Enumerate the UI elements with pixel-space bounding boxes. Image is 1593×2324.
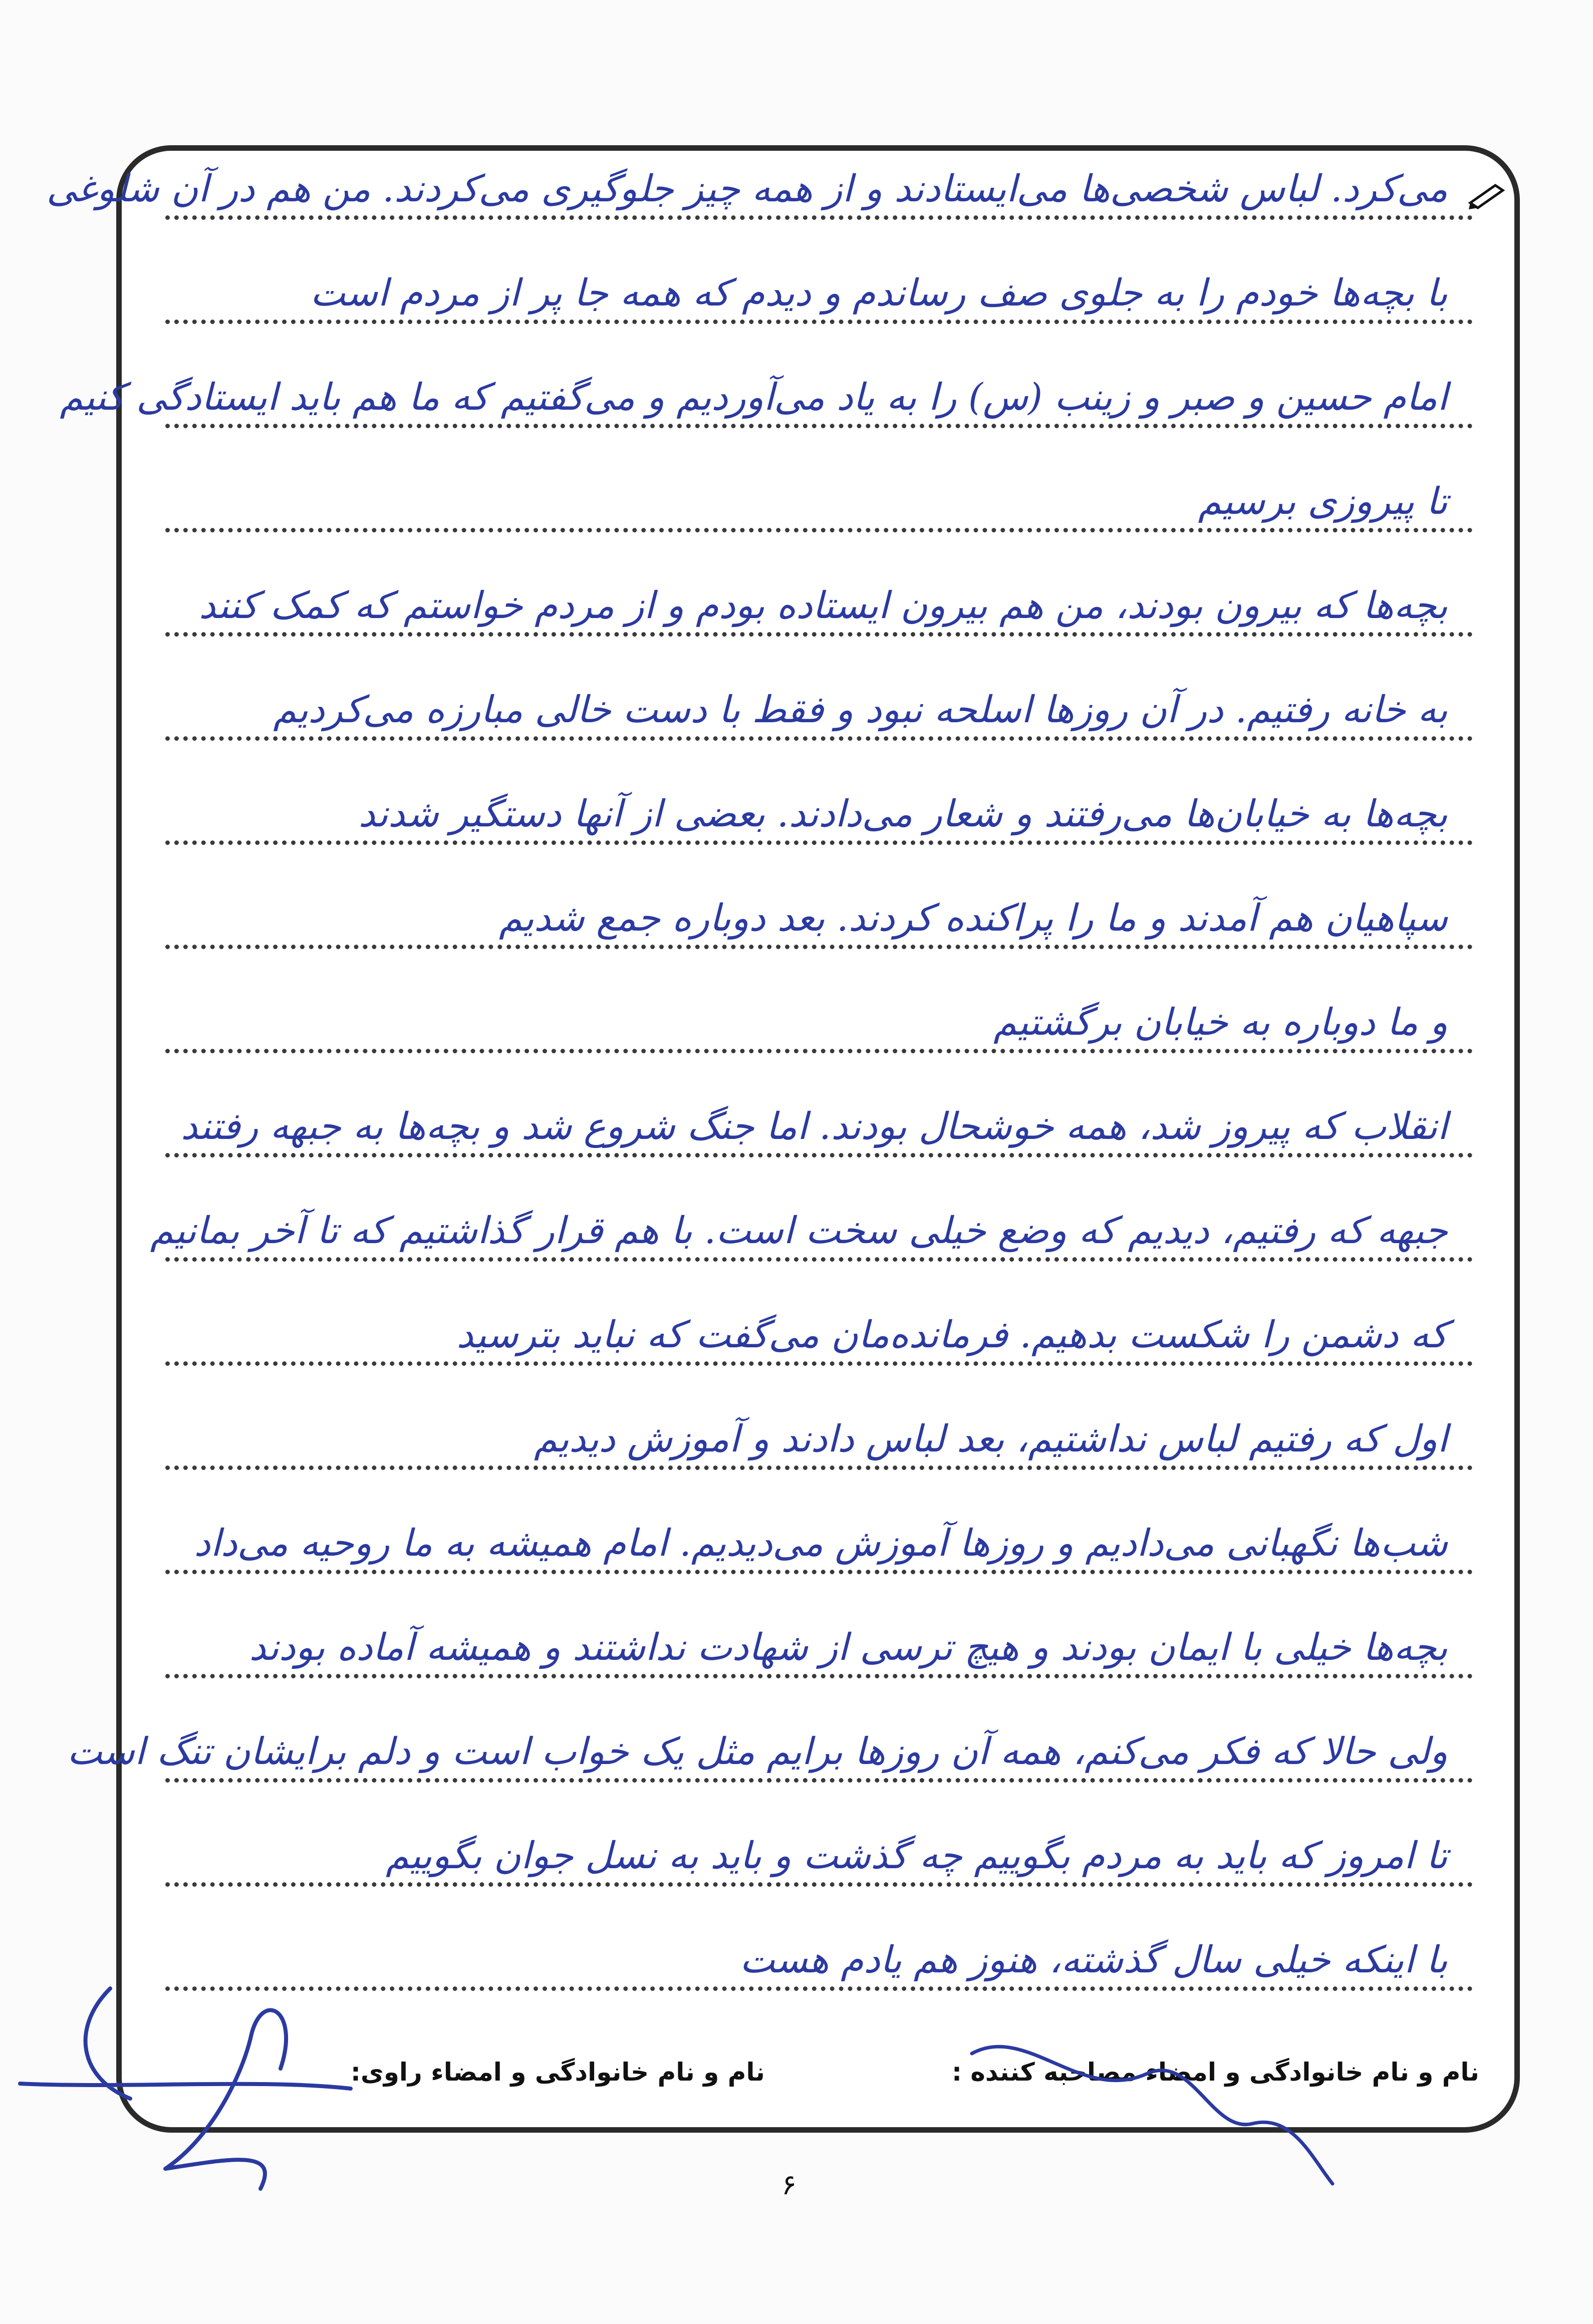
ruled-line — [165, 320, 1473, 324]
page-number: ۶ — [781, 2169, 797, 2201]
ruled-line — [165, 215, 1473, 220]
ruled-line — [165, 1570, 1473, 1574]
ruled-line — [165, 1882, 1473, 1887]
ruled-line — [165, 1778, 1473, 1783]
ruled-line — [165, 1361, 1473, 1366]
narrator-signature — [0, 1928, 451, 2209]
handwritten-line: تا امروز که باید به مردم بگوییم چه گذشت و باید به نسل جوان بگوییم — [386, 1834, 1448, 1877]
handwritten-line: با اینکه خیلی سال گذشته، هنوز هم یادم هست — [739, 1938, 1448, 1981]
handwritten-line: انقلاب که پیروز شد، همه خوشحال بودند. اما جنگ شروع شد و بچه‌ها به جبهه رفتند — [180, 1105, 1448, 1148]
handwritten-line: ولی حالا که فکر می‌کنم، همه آن روزها برایم مثل یک خواب است و دلم برایشان تنگ است — [67, 1730, 1448, 1773]
handwritten-line: به خانه رفتیم. در آن روزها اسلحه نبود و فقط با دست خالی مبارزه می‌کردیم — [273, 688, 1448, 731]
handwritten-line: بچه‌ها که بیرون بودند، من هم بیرون ایستاده بودم و از مردم خواستم که کمک کنند — [199, 584, 1448, 627]
pen-icon — [1468, 180, 1508, 210]
handwritten-line: با بچه‌ها خودم را به جلوی صف رساندم و دیدم که همه جا پر از مردم است — [310, 271, 1448, 315]
narrator-signature-label: نام و نام خانوادگی و امضاء راوی: — [351, 2058, 765, 2087]
handwritten-line: و ما دوباره به خیابان برگشتیم — [993, 1001, 1448, 1044]
ruled-line — [165, 1153, 1473, 1157]
ruled-line — [165, 945, 1473, 949]
interviewer-signature — [952, 1993, 1378, 2204]
ruled-line — [165, 1049, 1473, 1053]
ruled-line — [165, 528, 1473, 532]
handwritten-line: جبهه که رفتیم، دیدیم که وضع خیلی سخت است. با هم قرار گذاشتیم که تا آخر بمانیم — [150, 1209, 1448, 1252]
handwritten-line: سپاهیان هم آمدند و ما را پراکنده کردند. بعد دوباره جمع شدیم — [498, 897, 1448, 940]
handwritten-line: می‌کرد. لباس شخصی‌ها می‌ایستادند و از همه چیز جلوگیری می‌کردند. من هم در آن شلوغی — [46, 167, 1448, 210]
interviewer-signature-label: نام و نام خانوادگی و امضاء مصاحبه کننده : — [952, 2058, 1479, 2087]
ruled-line — [165, 736, 1473, 741]
ruled-line — [165, 1257, 1473, 1262]
handwritten-line: بچه‌ها به خیابان‌ها می‌رفتند و شعار می‌دادند. بعضی از آنها دستگیر شدند — [358, 792, 1448, 835]
handwritten-line: امام حسین و صبر و زینب (س) را به یاد می‌آوردیم و می‌گفتیم که ما هم باید ایستادگی کنیم — [60, 376, 1448, 419]
ruled-line — [165, 1466, 1473, 1470]
ruled-line — [165, 424, 1473, 428]
handwritten-line: که دشمن را شکست بدهیم. فرمانده‌مان می‌گفت که نباید بترسید — [456, 1313, 1448, 1356]
handwritten-line: اول که رفتیم لباس نداشتیم، بعد لباس دادند و آموزش دیدیم — [534, 1417, 1448, 1461]
ruled-line — [165, 1674, 1473, 1678]
handwritten-line: تا پیروزی برسیم — [1198, 480, 1448, 523]
ruled-line — [165, 840, 1473, 845]
ruled-line — [165, 632, 1473, 637]
handwritten-line: بچه‌ها خیلی با ایمان بودند و هیچ ترسی از شهادت نداشتند و همیشه آماده بودند — [249, 1626, 1448, 1669]
handwritten-line: شب‌ها نگهبانی می‌دادیم و روزها آموزش می‌دیدیم. امام همیشه به ما روحیه می‌داد — [194, 1522, 1448, 1565]
